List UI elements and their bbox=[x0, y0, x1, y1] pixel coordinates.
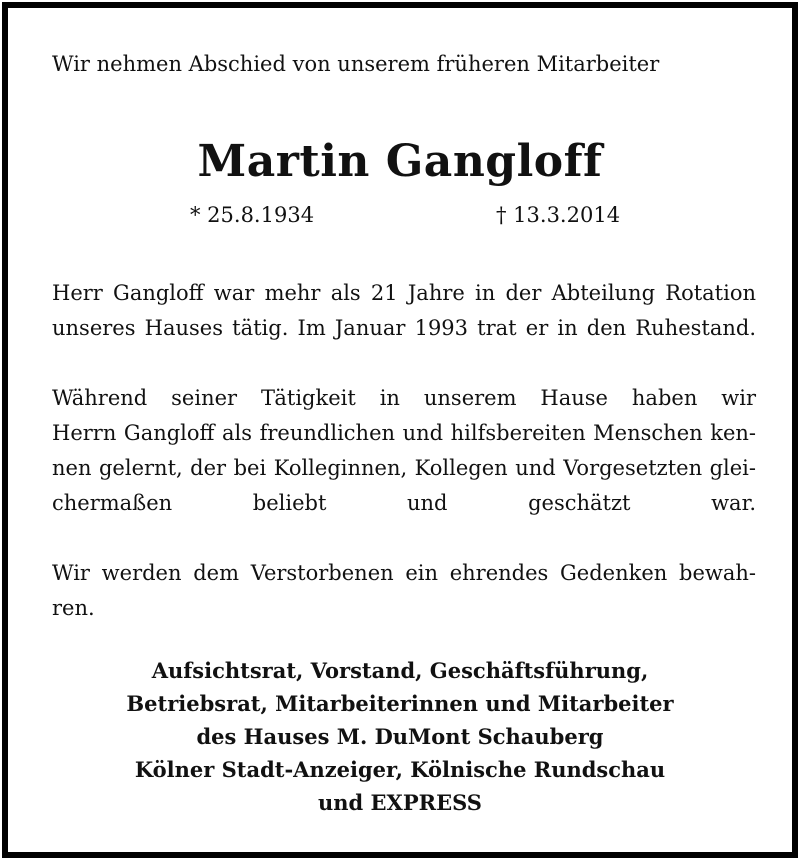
intro-text: Wir nehmen Abschied von unserem früheren Mitarbeiter bbox=[52, 52, 660, 76]
paragraph-service bbox=[52, 276, 756, 346]
paragraph-remembrance bbox=[52, 556, 756, 626]
paragraph-line: Herrn Gangloff als freundlichen und hilfsbereiten Menschen ken- bbox=[52, 421, 756, 445]
birth-date: * 25.8.1934 bbox=[190, 203, 315, 227]
paragraph-line: Herr Gangloff war mehr als 21 Jahre in der Abteilung Rotation bbox=[52, 281, 756, 305]
paragraph-line: chermaßen beliebt und geschätzt war. bbox=[52, 491, 756, 515]
signatories bbox=[8, 654, 792, 819]
signatory-line: Aufsichtsrat, Vorstand, Geschäftsführung, bbox=[151, 658, 649, 683]
paragraph-line: ren. bbox=[52, 596, 95, 620]
paragraph-tribute bbox=[52, 381, 756, 521]
paragraph-line: Während seiner Tätigkeit in unserem Hause haben wir bbox=[52, 386, 756, 410]
signatory-line: Kölner Stadt-Anzeiger, Kölnische Rundschau bbox=[134, 757, 666, 782]
signatory-line: Betriebsrat, Mitarbeiterinnen und Mitarbeiter bbox=[126, 691, 674, 716]
paragraph-line: unseres Hauses tätig. Im Januar 1993 trat er in den Ruhestand. bbox=[52, 316, 756, 340]
obituary-notice bbox=[2, 2, 798, 858]
paragraph-line: nen gelernt, der bei Kolleginnen, Kollegen und Vorgesetzten glei- bbox=[52, 456, 756, 480]
paragraph-line: Wir werden dem Verstorbenen ein ehrendes Gedenken bewah- bbox=[52, 561, 756, 585]
deceased-name: Martin Gangloff bbox=[197, 136, 603, 187]
signatory-line: des Hauses M. DuMont Schauberg bbox=[196, 724, 604, 749]
death-date: † 13.3.2014 bbox=[496, 203, 621, 227]
signatory-line: und EXPRESS bbox=[318, 790, 482, 815]
